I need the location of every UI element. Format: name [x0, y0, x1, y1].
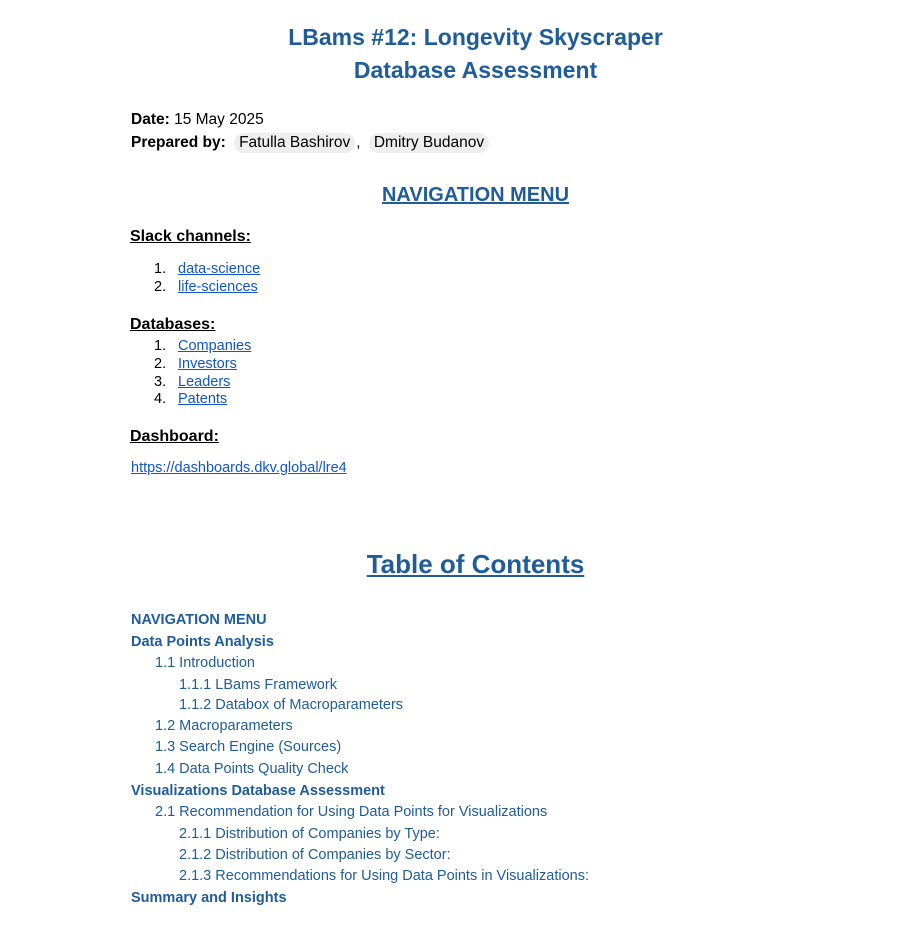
- prepared-by-line: [131, 133, 489, 153]
- dashboard-label: Dashboard:: [130, 428, 219, 445]
- toc-link[interactable]: Visualizations Database Assessment: [131, 783, 385, 799]
- title-line-1: LBams #12: Longevity Skyscraper: [288, 24, 663, 50]
- list-item: [130, 338, 251, 356]
- slack-link-life-sciences[interactable]: life-sciences: [178, 278, 258, 295]
- databases-label: Databases:: [130, 316, 216, 333]
- list-item: [130, 374, 251, 392]
- toc-link[interactable]: 1.1 Introduction: [155, 655, 255, 671]
- list-item: [130, 356, 251, 374]
- slack-channels-label: Slack channels:: [130, 228, 251, 245]
- toc-link[interactable]: 2.1.2 Distribution of Companies by Sector:: [179, 847, 451, 863]
- database-link-companies[interactable]: Companies: [178, 338, 252, 354]
- author-chip[interactable]: Fatulla Bashirov: [234, 133, 355, 153]
- list-number: 4.: [154, 391, 167, 408]
- toc-link[interactable]: Data Points Analysis: [131, 634, 274, 650]
- toc-link[interactable]: NAVIGATION MENU: [131, 612, 267, 628]
- dashboard-line: [131, 460, 347, 476]
- toc-heading: Table of Contents: [366, 549, 585, 579]
- prepared-by-label: Prepared by:: [131, 134, 226, 151]
- databases-list: [130, 338, 251, 409]
- slack-channels-list: [130, 261, 260, 297]
- author-separator: ,: [356, 134, 361, 151]
- list-number: 1.: [154, 261, 167, 277]
- toc-link[interactable]: 1.1.1 LBams Framework: [179, 677, 337, 693]
- toc-link[interactable]: 2.1.3 Recommendations for Using Data Points in Visualizations:: [179, 868, 589, 884]
- database-link-investors[interactable]: Investors: [178, 355, 237, 372]
- title-line-2: Database Assessment: [353, 57, 598, 83]
- dashboard-link[interactable]: https://dashboards.dkv.global/lre4: [131, 460, 347, 476]
- list-number: 2.: [154, 278, 167, 295]
- toc-link[interactable]: 1.1.2 Databox of Macroparameters: [179, 697, 404, 713]
- toc-link[interactable]: 1.2 Macroparameters: [155, 718, 293, 734]
- database-link-patents[interactable]: Patents: [178, 391, 228, 408]
- author-chip[interactable]: Dmitry Budanov: [369, 133, 489, 153]
- list-number: 2.: [154, 355, 167, 372]
- toc-link[interactable]: 1.3 Search Engine (Sources): [155, 739, 342, 755]
- list-number: 1.: [154, 338, 167, 354]
- database-link-leaders[interactable]: Leaders: [178, 373, 231, 390]
- list-item: [130, 391, 251, 409]
- list-item: [130, 261, 260, 279]
- document-title: [0, 21, 913, 87]
- date-line: [131, 111, 264, 129]
- toc-link[interactable]: Summary and Insights: [131, 890, 287, 906]
- toc-link[interactable]: 1.4 Data Points Quality Check: [155, 761, 349, 777]
- toc-link[interactable]: 2.1 Recommendation for Using Data Points for Visualizations: [155, 804, 548, 820]
- list-item: [130, 279, 260, 297]
- navigation-menu-heading: NAVIGATION MENU: [381, 184, 570, 206]
- date-value: 15 May 2025: [174, 111, 264, 128]
- toc-link[interactable]: 2.1.1 Distribution of Companies by Type:: [179, 826, 440, 842]
- list-number: 3.: [154, 373, 167, 390]
- slack-link-data-science[interactable]: data-science: [178, 261, 261, 277]
- date-label: Date:: [131, 111, 170, 128]
